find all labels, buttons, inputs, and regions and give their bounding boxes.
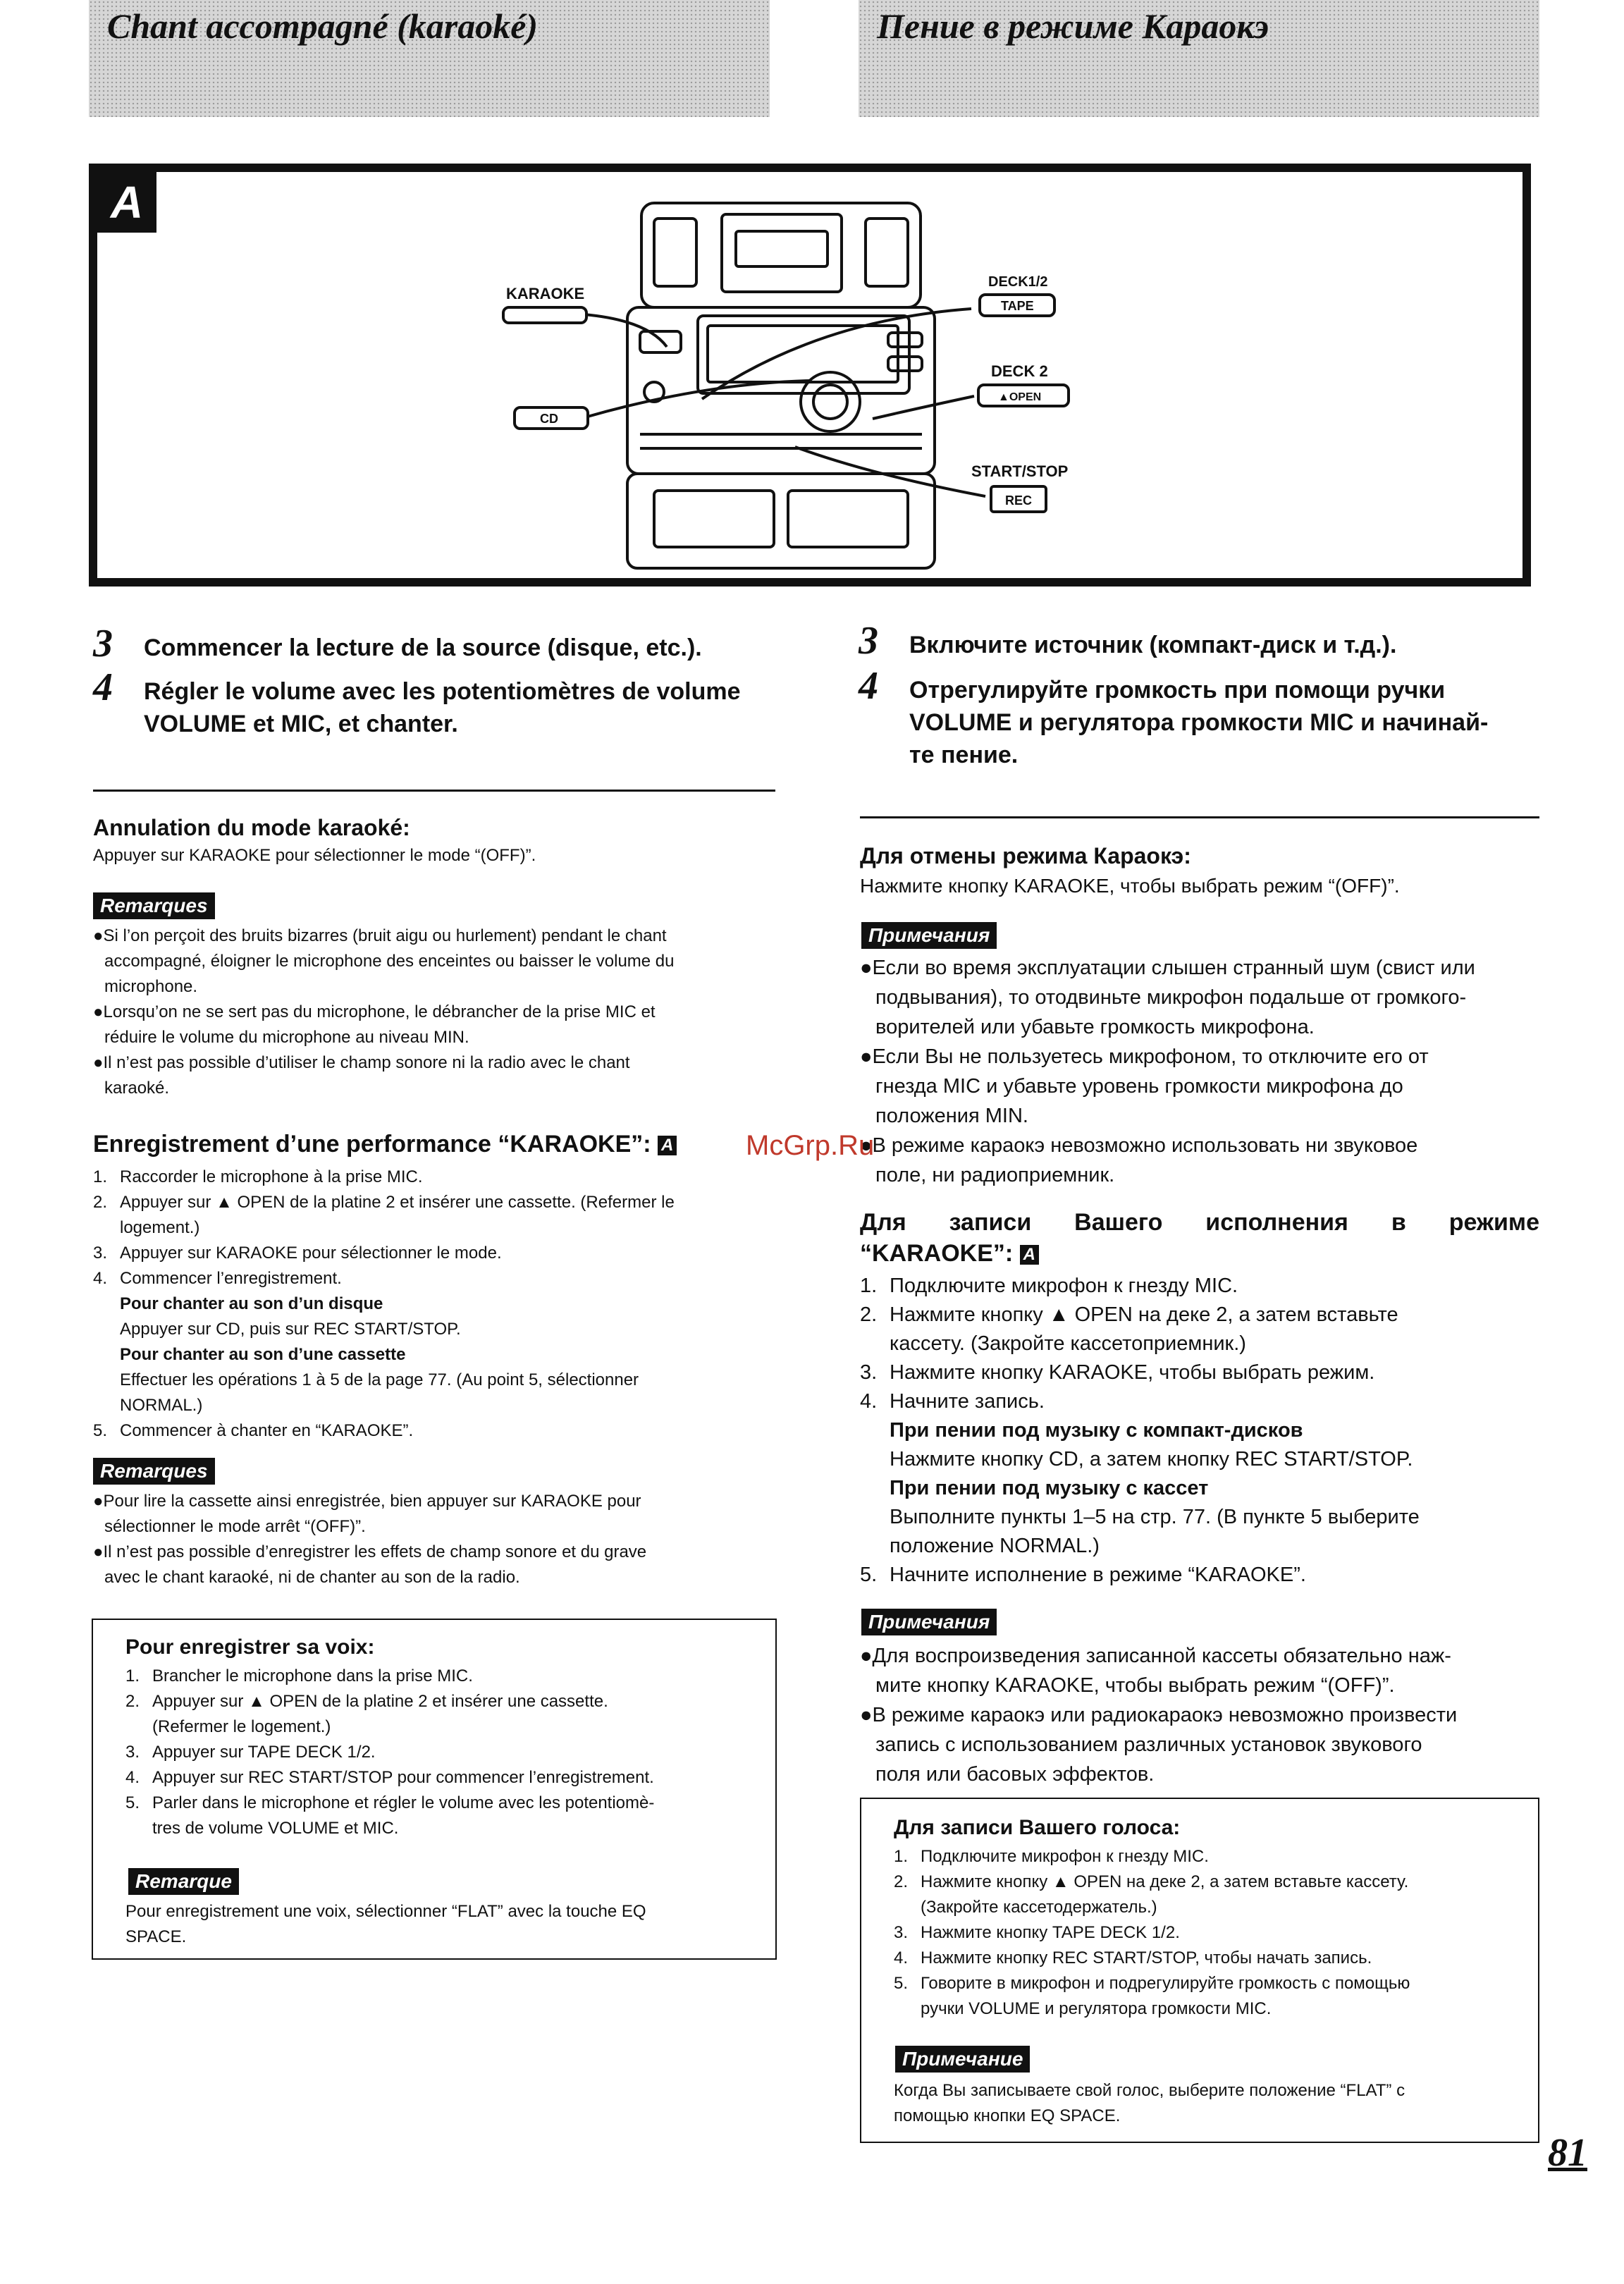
ru-rec-item-text: Подключите микрофон к гнезду MIC. — [890, 1275, 1238, 1297]
ru-voice-item — [894, 1895, 1528, 1920]
ru-rec-item-text: кассету. (Закройте кассетоприемник.) — [890, 1332, 1246, 1355]
fr-voice-item-text: tres de volume VOLUME et MIC. — [152, 1819, 399, 1838]
fr-cancel-text: Appuyer sur KARAOKE pour sélectionner le mode “(OFF)”. — [93, 846, 536, 865]
fr-remarks-1-list: ●Si l’on perçoit des bruits bizarres (bruit aigu ou hurlement) pendant le chant accompagné, éloigner le microphone des enceintes ou baisser le volume du microphone. ●Lorsqu’on ne se sert pas du microphone, le débrancher de la prise MIC et réduire le volume du microphone au niveau MIN. ●Il n’est pas possible d’utiliser le champ sonore ni la radio avec le chant karaoké. — [93, 926, 675, 1098]
ru-rec-item — [860, 1445, 1544, 1474]
fr-voice-item — [125, 1816, 760, 1841]
ru-rec-item — [860, 1301, 1544, 1330]
ru-voice-box — [860, 1798, 1539, 2143]
ru-note-text: Когда Вы записываете свой голос, выберите положение “FLAT” с помощью кнопки EQ SPACE. — [894, 2081, 1405, 2125]
fr-voice-item-text: Parler dans le microphone et régler le volume avec les potentiomè- — [152, 1793, 655, 1812]
fr-remarque-text: Pour enregistrement une voix, sélectionner “FLAT” avec la touche EQ SPACE. — [125, 1902, 646, 1946]
fr-rec-item-text: Commencer l’enregistrement. — [120, 1269, 342, 1288]
fr-divider — [93, 790, 775, 792]
fr-voice-item-number: 4. — [125, 1768, 140, 1787]
fr-voice-item — [125, 1765, 760, 1791]
fr-remarque: Remarque — [128, 1868, 239, 1895]
ru-voice-title: Для записи Вашего голоса: — [894, 1816, 1181, 1839]
fr-rec-item — [93, 1241, 777, 1266]
fr-rec-item-text: Appuyer sur KARAOKE pour sélectionner le mode. — [120, 1244, 502, 1263]
fr-rec-item-text: Effectuer les opérations 1 à 5 de la page 77. (Au point 5, sélectionner — [120, 1370, 639, 1389]
ru-voice-item-text: Нажмите кнопку TAPE DECK 1/2. — [921, 1923, 1180, 1942]
fr-rec-item — [93, 1215, 777, 1241]
fr-remarques-2: Remarques — [93, 1458, 215, 1485]
ru-rec-item-text: При пении под музыку с кассет — [890, 1477, 1209, 1499]
fr-rec-item-text: Pour chanter au son d’une cassette — [120, 1345, 406, 1364]
fr-rec-item-text: Appuyer sur CD, puis sur REC START/STOP. — [120, 1320, 461, 1339]
ru-voice-item-text: Говорите в микрофон и подрегулируйте громкость с помощью — [921, 1974, 1410, 1993]
fr-voice-item — [125, 1689, 760, 1714]
fr-voice-item-number: 2. — [125, 1692, 140, 1711]
ru-divider — [860, 816, 1539, 818]
fr-voice-item-text: Appuyer sur REC START/STOP pour commencer l’enregistrement. — [152, 1768, 654, 1787]
header-left-title: Chant accompagné (karaoké) — [107, 6, 539, 46]
fr-voice-box — [92, 1619, 777, 1960]
ru-rec-item-number: 4. — [860, 1390, 878, 1413]
ru-rec-item-number: 3. — [860, 1361, 878, 1384]
fr-rec-item — [93, 1418, 777, 1444]
ru-rec-item — [860, 1416, 1544, 1445]
fr-rec-item-text: Pour chanter au son d’un disque — [120, 1294, 383, 1313]
ru-voice-item-number: 4. — [894, 1948, 909, 1967]
fr-rec-item-number: 3. — [93, 1244, 108, 1263]
watermark: McGrp.Ru — [746, 1130, 875, 1161]
ru-rec-item-text: Начните запись. — [890, 1390, 1045, 1413]
fr-voice-item — [125, 1740, 760, 1765]
ru-notes-1-list: ●Если во время эксплуатации слышен странный шум (свист или подвывания), то отодвиньте микрофон подальше от громкого- ворителей или убавьте громкость микрофона. ●Если Вы не пользуетесь микрофоном, то отключите его от гнезда MIC и убавьте уровень громкости микрофона до положения MIN. ●В режиме караокэ невозможно использовать ни звуковое поле, ни радиоприемник. — [860, 957, 1475, 1186]
callout-karaoke: KARAOKE — [506, 285, 585, 302]
fr-voice-item — [125, 1664, 760, 1689]
ru-notes-2-list: ●Для воспроизведения записанной кассеты обязательно наж- мите кнопку KARAOKE, чтобы выбрать режим “(OFF)”. ●В режиме караокэ или радиокараокэ невозможно произвести запись с использованием различных установок звукового поля или басовых эффектов. — [860, 1645, 1458, 1786]
ru-rec-item — [860, 1358, 1544, 1387]
page-number: 81 — [1548, 2131, 1587, 2175]
fr-rec-title: Enregistrement d’une performance “KARAOKE”: A — [93, 1131, 677, 1158]
fr-voice-item-text: Brancher le microphone dans la prise MIC. — [152, 1666, 473, 1686]
ru-rec-item-text: Нажмите кнопку ▲ OPEN на деке 2, а затем вставьте — [890, 1303, 1398, 1326]
fr-rec-item — [93, 1317, 777, 1342]
fr-rec-list — [93, 1165, 777, 1444]
ru-voice-item-text: Нажмите кнопку REC START/STOP, чтобы начать запись. — [921, 1948, 1372, 1967]
ru-voice-item-number: 3. — [894, 1923, 909, 1942]
ru-rec-item-text: Начните исполнение в режиме “KARAOKE”. — [890, 1564, 1306, 1586]
ru-rec-badge: A — [1020, 1245, 1039, 1265]
fr-cancel-title: Annulation du mode karaoké: — [93, 815, 410, 840]
ru-voice-item-number: 1. — [894, 1847, 909, 1866]
ru-rec-list — [860, 1272, 1544, 1590]
fr-rec-item — [93, 1291, 777, 1317]
ru-voice-item — [894, 1996, 1528, 2022]
ru-voice-item — [894, 1920, 1528, 1946]
ru-voice-item — [894, 1869, 1528, 1895]
ru-rec-item — [860, 1503, 1544, 1532]
fr-rec-item-text: logement.) — [120, 1218, 200, 1237]
callout-deck2: DECK 2 — [991, 362, 1048, 380]
ru-rec-item-text: положение NORMAL.) — [890, 1535, 1100, 1557]
ru-rec-item-number: 1. — [860, 1275, 878, 1297]
ru-rec-item-text: Нажмите кнопку KARAOKE, чтобы выбрать режим. — [890, 1361, 1375, 1384]
fr-voice-list — [125, 1664, 760, 1841]
fr-voice-item — [125, 1714, 760, 1740]
ru-voice-list — [894, 1844, 1528, 2022]
ru-voice-item — [894, 1971, 1528, 1996]
stereo-diagram — [97, 172, 1522, 578]
ru-voice-item-text: Подключите микрофон к гнезду MIC. — [921, 1847, 1209, 1866]
ru-rec-item — [860, 1474, 1544, 1503]
fr-voice-item — [125, 1791, 760, 1816]
fr-voice-item-number: 3. — [125, 1743, 140, 1762]
ru-notes-1: Примечания — [861, 922, 997, 949]
fr-voice-item-text: (Refermer le logement.) — [152, 1717, 331, 1736]
fr-rec-item-number: 2. — [93, 1193, 108, 1212]
callout-startstop: START/STOP — [971, 462, 1069, 480]
callout-tape: TAPE — [1001, 299, 1034, 313]
fr-rec-item — [93, 1190, 777, 1215]
fr-rec-item — [93, 1368, 777, 1393]
ru-cancel-title: Для отмены режима Караокэ: — [860, 843, 1191, 868]
fr-rec-item — [93, 1393, 777, 1418]
figure-label: A — [97, 172, 156, 233]
fr-rec-item-text: Appuyer sur ▲ OPEN de la platine 2 et insérer une cassette. (Refermer le — [120, 1193, 675, 1212]
ru-voice-item-text: (Закройте кассетодержатель.) — [921, 1898, 1157, 1917]
ru-rec-item — [860, 1532, 1544, 1561]
fr-remarks-2-list: ●Pour lire la cassette ainsi enregistrée, bien appuyer sur KARAOKE pour sélectionner le mode arrêt “(OFF)”. ●Il n’est pas possible d’enregistrer les effets de champ sonore et du grave avec le chant karaoké, ni de chanter au son de la radio. — [93, 1492, 647, 1587]
header-right-title: Пение в режиме Караокэ — [877, 6, 1269, 46]
fr-remarques-1: Remarques — [93, 892, 215, 919]
fr-rec-badge: A — [658, 1136, 677, 1155]
callout-cd: CD — [540, 412, 558, 426]
fr-rec-item-number: 1. — [93, 1167, 108, 1186]
ru-rec-item — [860, 1561, 1544, 1590]
ru-cancel-text: Нажмите кнопку KARAOKE, чтобы выбрать режим “(OFF)”. — [860, 875, 1400, 897]
callout-rec: REC — [1005, 493, 1033, 508]
header-right — [859, 0, 1539, 117]
fr-rec-item — [93, 1266, 777, 1291]
fr-rec-item — [93, 1342, 777, 1368]
ru-rec-item-text: Выполните пункты 1–5 на стр. 77. (В пункте 5 выберите — [890, 1506, 1420, 1528]
ru-voice-item-text: ручки VOLUME и регулятора громкости MIC. — [921, 1999, 1272, 2018]
callout-deck12: DECK1/2 — [988, 274, 1048, 290]
ru-rec-item — [860, 1272, 1544, 1301]
fr-rec-item-text: Raccorder le microphone à la prise MIC. — [120, 1167, 423, 1186]
ru-voice-item — [894, 1844, 1528, 1869]
fr-voice-item-number: 5. — [125, 1793, 140, 1812]
fr-rec-item-text: Commencer à chanter en “KARAOKE”. — [120, 1421, 414, 1440]
header-left — [89, 0, 770, 117]
ru-voice-item-number: 2. — [894, 1872, 909, 1891]
callout-open: ▲OPEN — [998, 391, 1042, 403]
ru-voice-item — [894, 1946, 1528, 1971]
ru-rec-item — [860, 1387, 1544, 1416]
ru-voice-item-text: Нажмите кнопку ▲ OPEN на деке 2, а затем вставьте кассету. — [921, 1872, 1409, 1891]
fr-rec-item-text: NORMAL.) — [120, 1396, 203, 1415]
ru-rec-item-number: 2. — [860, 1303, 878, 1326]
ru-rec-item-text: При пении под музыку с компакт-дисков — [890, 1419, 1303, 1442]
fr-voice-item-number: 1. — [125, 1666, 140, 1686]
ru-rec-title: Для записи Вашего исполнения в режиме “KARAOKE”: A — [860, 1209, 1539, 1267]
figure-a — [89, 164, 1531, 587]
ru-notes-2: Примечания — [861, 1609, 997, 1635]
fr-voice-item-text: Appuyer sur ▲ OPEN de la platine 2 et insérer une cassette. — [152, 1692, 608, 1711]
fr-rec-item-number: 4. — [93, 1269, 108, 1288]
fr-voice-item-text: Appuyer sur TAPE DECK 1/2. — [152, 1743, 376, 1762]
ru-voice-item-number: 5. — [894, 1974, 909, 1993]
fr-voice-title: Pour enregistrer sa voix: — [125, 1635, 375, 1659]
ru-note: Примечание — [895, 2046, 1030, 2073]
fr-rec-item-number: 5. — [93, 1421, 108, 1440]
ru-rec-item-text: Нажмите кнопку CD, а затем кнопку REC START/STOP. — [890, 1448, 1413, 1471]
ru-rec-item-number: 5. — [860, 1564, 878, 1586]
ru-rec-item — [860, 1330, 1544, 1358]
fr-rec-item — [93, 1165, 777, 1190]
